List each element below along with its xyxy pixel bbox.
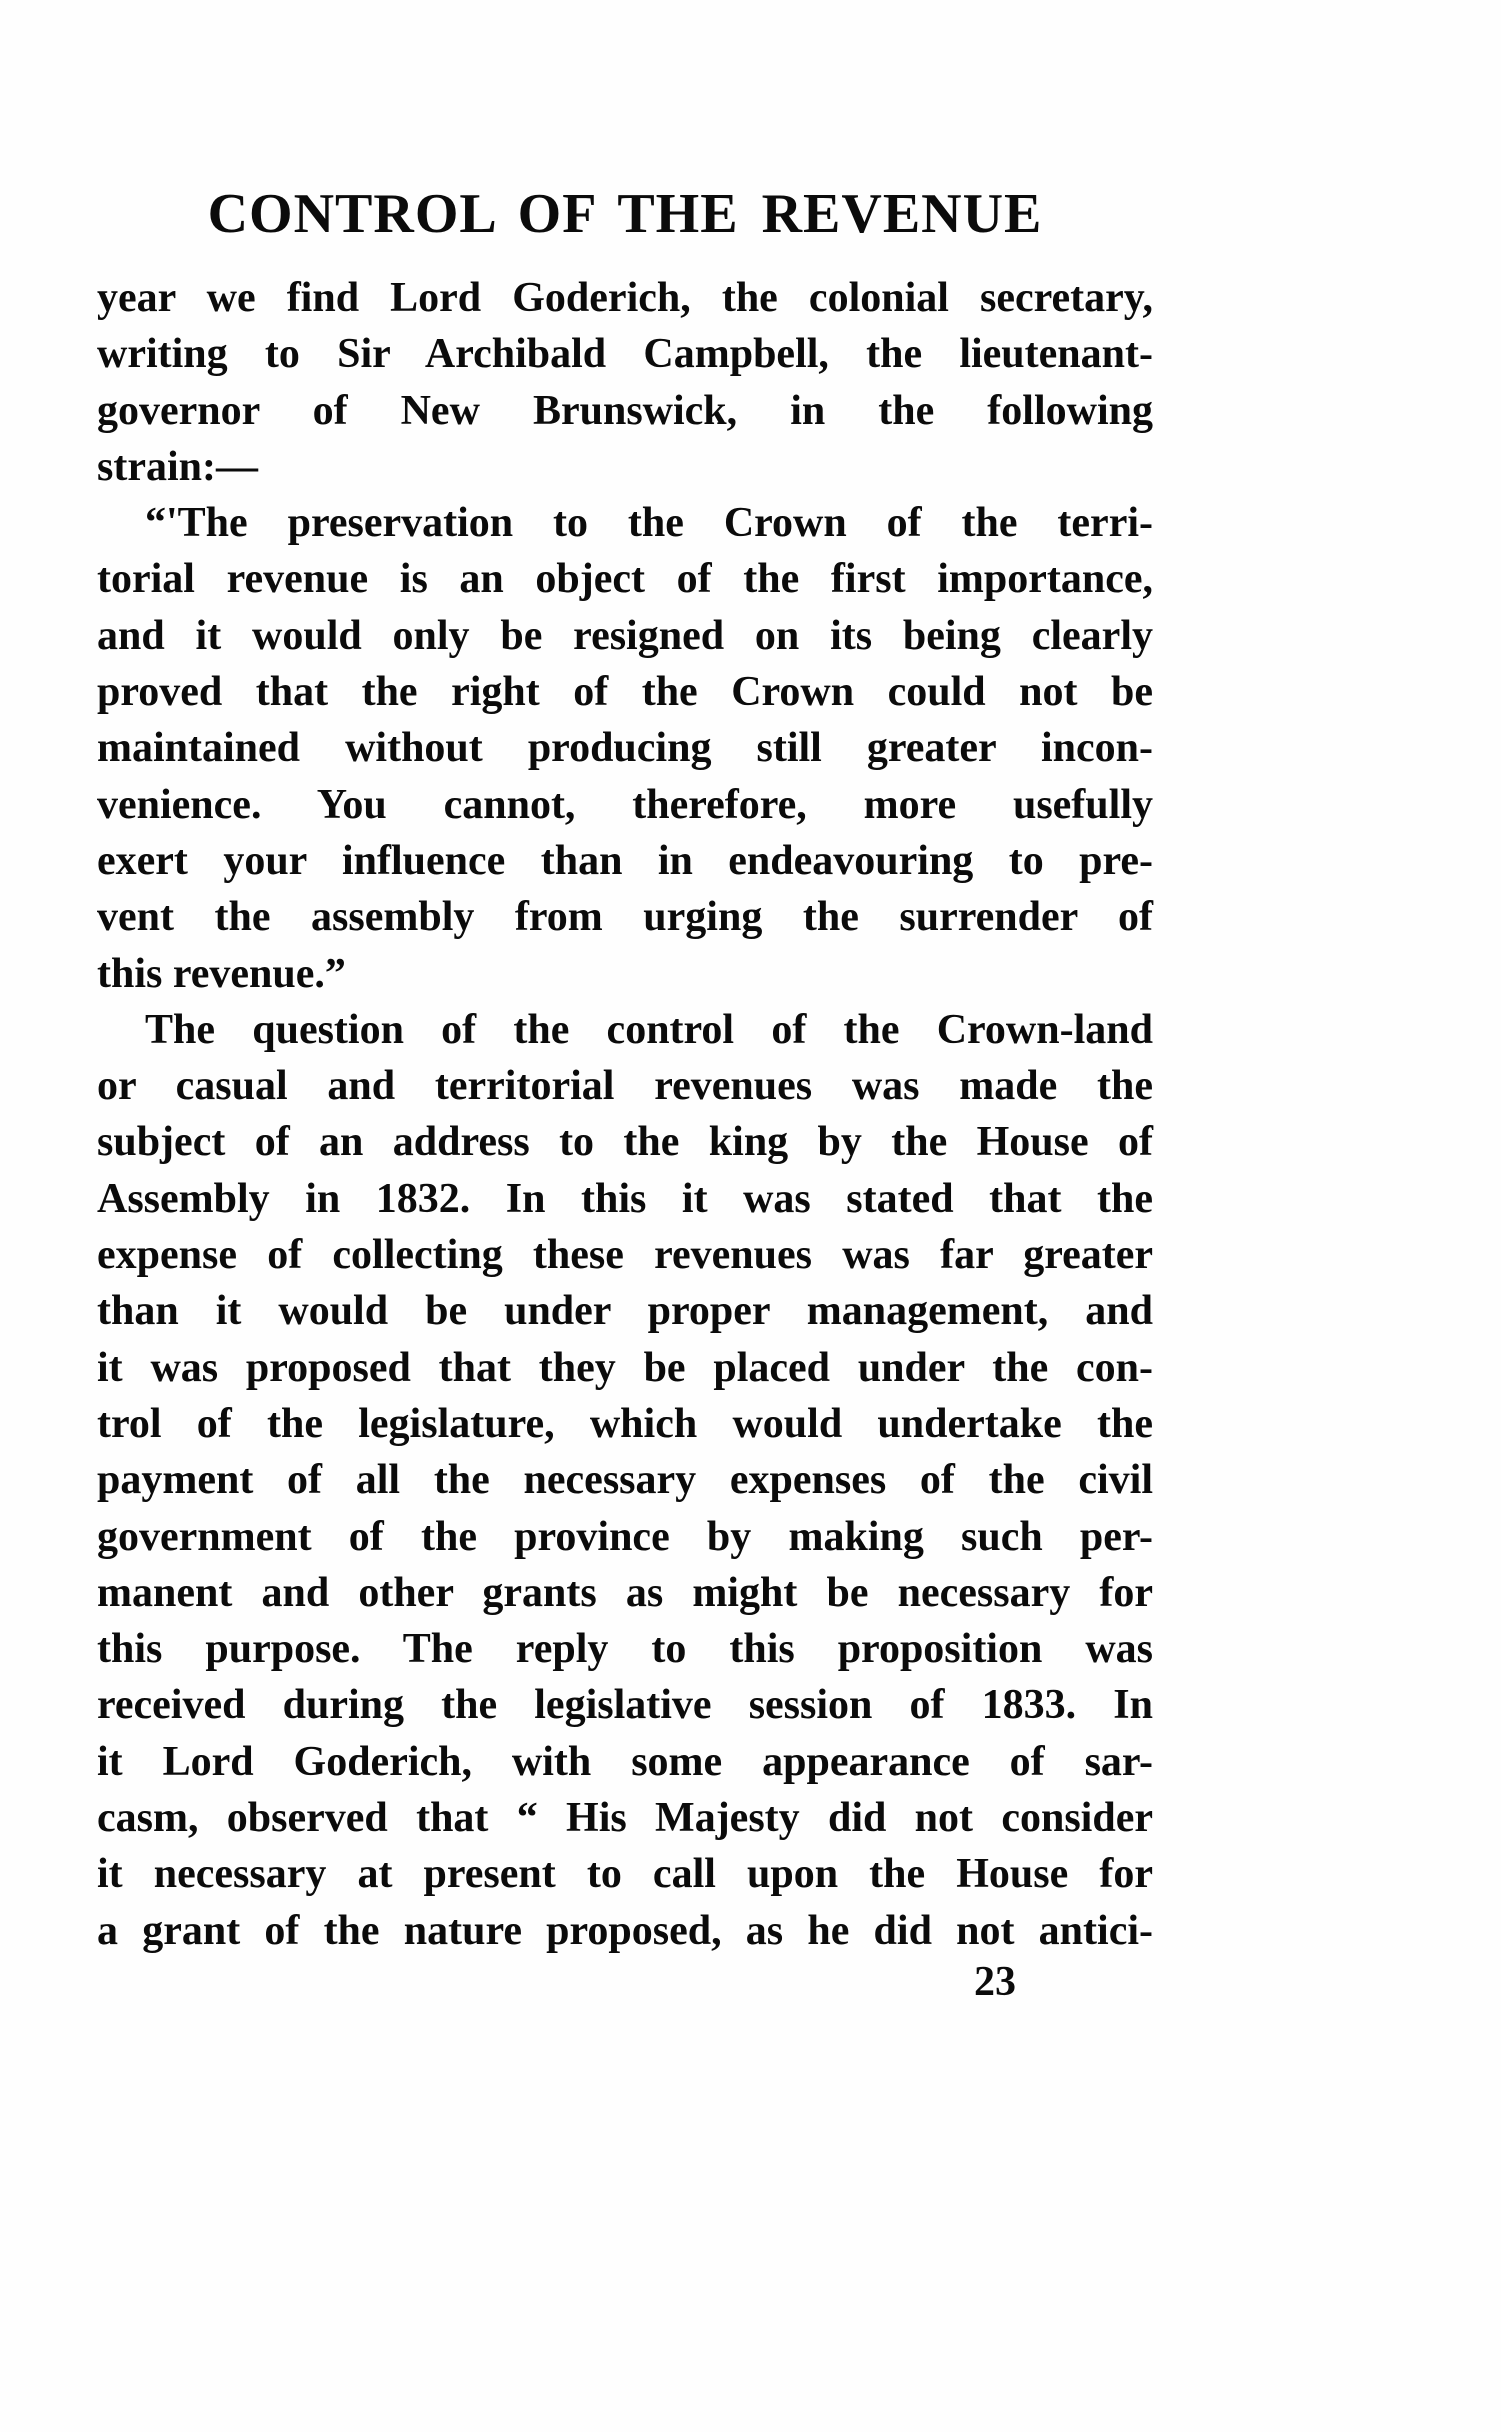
page-title: CONTROL OF THE REVENUE (207, 183, 1043, 245)
text-line: this purpose. The reply to this proposition was (97, 1626, 1153, 1673)
text-line: subject of an address to the king by the House of (97, 1119, 1153, 1166)
text-line: a grant of the nature proposed, as he did not antici- (97, 1907, 1153, 1954)
body-lines (97, 270, 1153, 1959)
text-line: torial revenue is an object of the first importance, (97, 556, 1153, 603)
text-line: it was proposed that they be placed under the con- (97, 1344, 1153, 1391)
text-line: this revenue.” (97, 950, 346, 997)
text-line: proved that the right of the Crown could not be (97, 669, 1153, 716)
page-number: 23 (974, 1959, 1016, 2005)
text-line: payment of all the necessary expenses of the civil (97, 1457, 1153, 1504)
text-line: year we find Lord Goderich, the colonial secretary, (97, 275, 1153, 321)
text-line: strain:— (97, 443, 258, 490)
text-line: venience. You cannot, therefore, more usefully (97, 781, 1153, 828)
text-line: or casual and territorial revenues was made the (97, 1063, 1153, 1110)
text-line: maintained without producing still greater incon- (97, 725, 1153, 772)
text-line: writing to Sir Archibald Campbell, the lieutenant- (97, 331, 1153, 378)
text-line: exert your influence than in endeavouring to pre- (97, 837, 1153, 884)
text-line: manent and other grants as might be necessary for (97, 1569, 1153, 1616)
text-line: received during the legislative session of 1833. In (97, 1682, 1153, 1729)
text-line: and it would only be resigned on its being clearly (97, 612, 1153, 659)
text-line: “'The preservation to the Crown of the terri- (145, 500, 1153, 547)
text-line: expense of collecting these revenues was far greater (97, 1232, 1153, 1279)
text-line: than it would be under proper management, and (97, 1288, 1153, 1335)
text-line: vent the assembly from urging the surrender of (97, 894, 1153, 941)
text-line: trol of the legislature, which would undertake the (97, 1400, 1153, 1447)
text-line: Assembly in 1832. In this it was stated that the (97, 1175, 1153, 1222)
text-line: governor of New Brunswick, in the following (97, 387, 1153, 434)
text-line: The question of the control of the Crown-land (145, 1006, 1153, 1053)
text-line: government of the province by making such per- (97, 1513, 1153, 1560)
text-column (97, 183, 1153, 1959)
text-line: casm, observed that “ His Majesty did not consider (97, 1795, 1153, 1842)
text-line: it necessary at present to call upon the House for (97, 1851, 1153, 1898)
text-line: it Lord Goderich, with some appearance of sar- (97, 1738, 1153, 1785)
